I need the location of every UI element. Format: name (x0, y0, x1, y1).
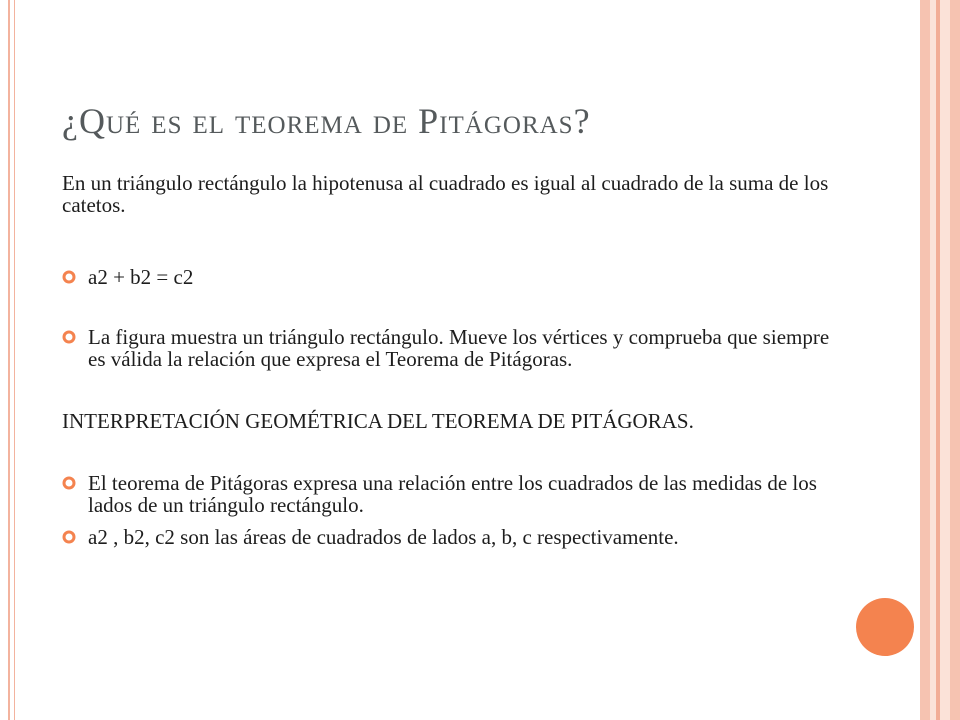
slide-body (62, 172, 832, 548)
frame-line-left (8, 0, 10, 720)
ring-bullet-icon (62, 330, 76, 344)
decorative-circle (856, 598, 914, 656)
ring-bullet-icon (62, 476, 76, 490)
bullet-text: El teorema de Pitágoras expresa una relación entre los cuadrados de las medidas de los lados de un triángulo rectángulo. (88, 471, 817, 517)
slide-title: ¿Qué es el teorema de Pitágoras? (62, 101, 591, 141)
decorative-right-band (920, 0, 960, 720)
bullet-item-figure (62, 326, 832, 370)
bullet-item-relation (62, 472, 832, 516)
ring-bullet-icon (62, 530, 76, 544)
frame-line-inner (14, 0, 15, 720)
bullet-text: a2 + b2 = c2 (88, 265, 194, 289)
section-heading: INTERPRETACIÓN GEOMÉTRICA DEL TEOREMA DE PITÁGORAS. (62, 409, 694, 433)
intro-paragraph: En un triángulo rectángulo la hipotenusa al cuadrado es igual al cuadrado de la suma de los catetos. (62, 171, 829, 217)
bullet-item-areas (62, 526, 832, 548)
bullet-item-formula (62, 266, 832, 288)
ring-bullet-icon (62, 270, 76, 284)
bullet-text: a2 , b2, c2 son las áreas de cuadrados de lados a, b, c respectivamente. (88, 525, 679, 549)
bullet-text: La figura muestra un triángulo rectángulo. Mueve los vértices y comprueba que siempre es válida la relación que expresa el Teorema de Pitágoras. (88, 325, 830, 371)
